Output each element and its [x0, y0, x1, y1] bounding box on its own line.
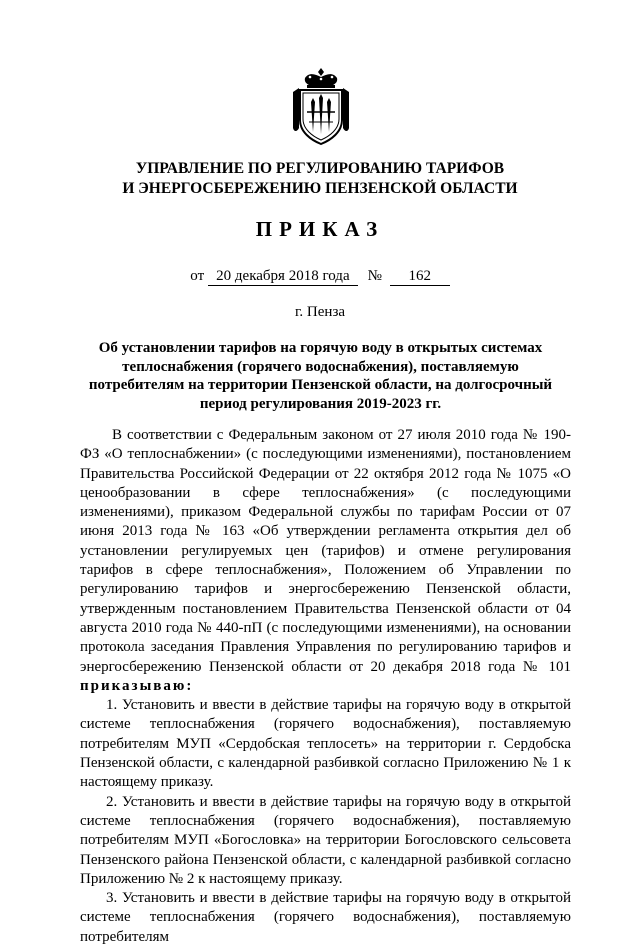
document-type-title: ПРИКАЗ: [255, 217, 385, 241]
order-item-3: 3. Установить и ввести в действие тарифы на горячую воду в открытой системе теплоснабжения (горячего водоснабжения), поставляемую потребителям: [80, 890, 571, 945]
authority-line-1: УПРАВЛЕНИЕ ПО РЕГУЛИРОВАНИЮ ТАРИФОВ: [135, 160, 505, 177]
document-number: 162: [390, 268, 450, 286]
preamble-paragraph: [80, 426, 571, 696]
authority-line-2: И ЭНЕРГОСБЕРЕЖЕНИЮ ПЕНЗЕНСКОЙ ОБЛАСТИ: [122, 180, 518, 197]
order-item-1: 1. Установить и ввести в действие тарифы на горячую воду в открытой системе теплоснабжения (горячего водоснабжения), поставляемую потребителям МУП «Сердобская теплосеть» на территории г. Сердобска Пензенской области, с календарной разбивкой согласно Приложению № 1 к настоящему приказу.: [80, 697, 571, 791]
date-number-line: [60, 266, 580, 286]
issue-city: г. Пенза: [294, 304, 346, 320]
coat-of-arms-emblem: [291, 66, 351, 146]
order-item-2: 2. Установить и ввести в действие тарифы на горячую воду в открытой системе теплоснабжения (горячего водоснабжения), поставляемую потребителям МУП «Богословка» на территории Богословского сельсовета Пензенского района Пензенской области, с календарной разбивкой согласно Приложению № 2 к настоящему приказу.: [80, 793, 571, 887]
document-body: [80, 426, 571, 947]
document-subject: Об установлении тарифов на горячую воду в открытых системах теплоснабжения (горячего водоснабжения), поставляемую потребителям на территории Пензенской области, на долгосрочный период регулирования 2019-2023 гг.: [88, 340, 553, 412]
preamble-text: В соответствии с Федеральным законом от 27 июля 2010 года № 190-ФЗ «О теплоснабжении» (с последующими изменениями), постановлением Правительства Российской Федерации от 22 октября 2012 года № 1075 «О ценообразовании в сфере теплоснабжения» (с последующими изменениями), приказом Федеральной службы по тарифам России от 07 июня 2013 года № 163 «Об утверждении регламента открытия дел об установлении регулируемых цен (тарифов) и отмене регулирования тарифов в сфере теплоснабжения», Положением об Управлении по регулированию тарифов и энергосбережению Пензенской области, утвержденным постановлением Правительства Пензенской области от 04 августа 2010 года № 440-пП (с последующими изменениями), на основании протокола заседания Правления Управления по регулированию тарифов и энергосбережению Пензенской области от 20 декабря 2018 года № 101: [80, 427, 571, 675]
resolve-word: приказываю:: [80, 677, 194, 694]
document-date: 20 декабря 2018 года: [208, 268, 358, 286]
date-prefix: от: [190, 268, 205, 284]
number-prefix: №: [367, 268, 382, 284]
issuing-authority: [60, 159, 580, 199]
